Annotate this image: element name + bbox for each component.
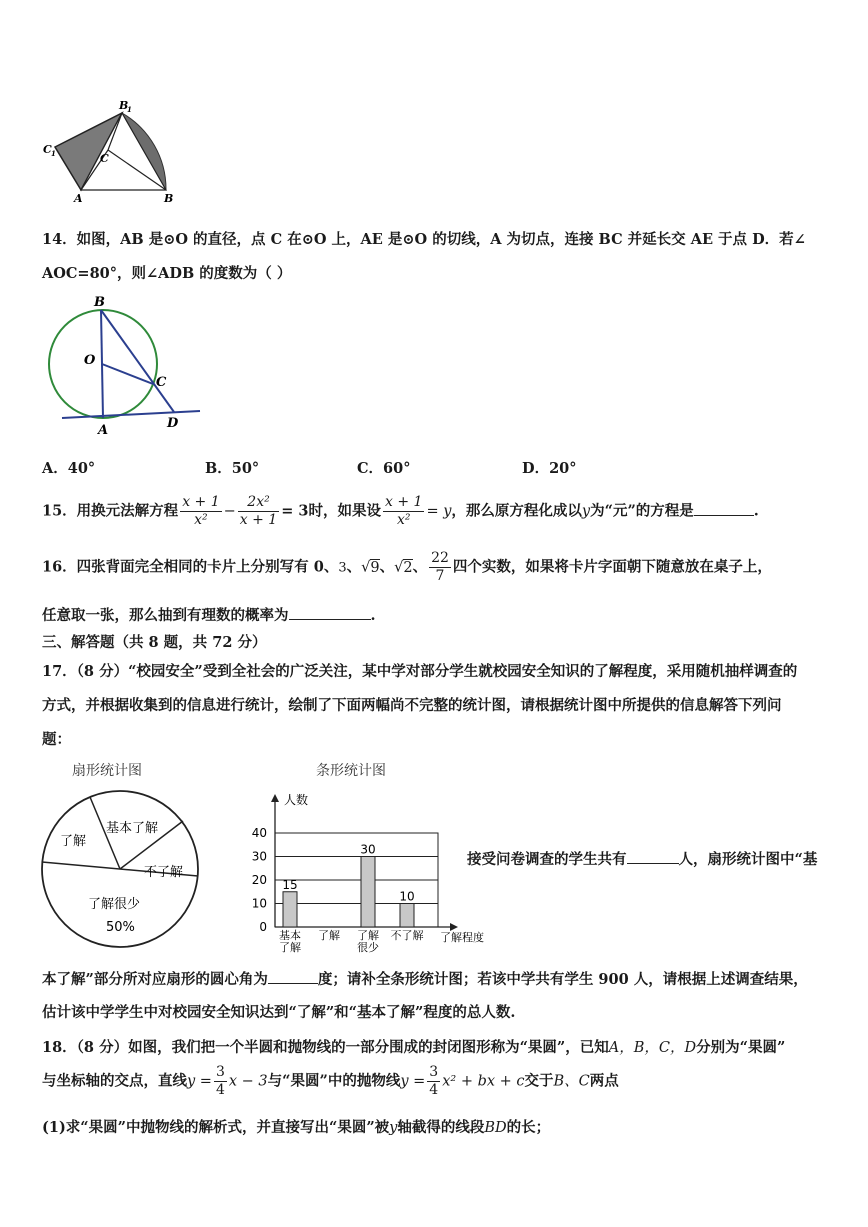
answer-blank[interactable] — [289, 605, 371, 620]
q17-line2: 方式，并根据收集到的信息进行统计，绘制了下面两幅尚不完整的统计图，请根据统计图中所提供的信息解答下列问 — [42, 697, 782, 714]
y-axis-arrow — [271, 794, 279, 802]
q14-option-b: B．50° — [205, 460, 260, 477]
pie-chart — [40, 782, 204, 954]
q14-line2: AOC=80°，则∠ADB 的度数为（ ） — [42, 265, 292, 282]
pie-chart-title: 扇形统计图 — [72, 763, 142, 779]
q15-line: 15．用换元法解方程 $\frac{x + 1}{\text{x²}}$ − $\frac{\text{2x²}}{x + 1}$ = 3时，如果设 $\frac{x + 1}{\text{x²}}$ = y，那么原方程化成以y为“元”的方程是 . — [42, 494, 759, 528]
bar — [361, 857, 375, 928]
x-tick-label: 基本 — [279, 929, 301, 942]
bar — [400, 904, 414, 928]
q17-side-text: 接受问卷调查的学生共有 人，扇形统计图中“基 — [467, 851, 818, 868]
pie-label-basic: 基本了解 — [106, 821, 159, 836]
q16-line1: 16．四张背面完全相同的卡片上分别写有 0、3、√9、√2、 $\frac{22}{7}$ 四个实数，如果将卡片字面朝下随意放在桌子上， — [42, 550, 772, 584]
q17-line4: 本了解”部分所对应扇形的圆心角为 度；请补全条形统计图；若该中学共有学生 900 人，请根据上述调查结果， — [42, 971, 808, 988]
q18-line3: (1)求“果圆”中抛物线的解析式，并直接写出“果圆”被y轴截得的线段BD的长； — [42, 1119, 551, 1136]
label-c1: C — [43, 143, 52, 156]
pie-label-understand: 了解 — [60, 834, 87, 849]
label-a: A — [98, 423, 109, 438]
label-b1: B — [119, 99, 129, 112]
x-tick-label: 不了解 — [390, 929, 424, 942]
y-axis-label: 人数 — [284, 793, 309, 807]
label-c1-sub: 1 — [51, 149, 56, 158]
pie-label-little: 了解很少 — [88, 897, 141, 912]
eq1-fraction: $\frac{3}{4}$ — [215, 1064, 225, 1098]
fraction-1: $\frac{x + 1}{\text{x²}}$ — [182, 494, 220, 528]
x-axis-title: 了解程度 — [440, 931, 484, 944]
y-tick-label: 30 — [251, 849, 267, 864]
q14-option-d: D．20° — [522, 460, 577, 477]
q14-option-c: C．60° — [357, 460, 411, 477]
sqrt-9: √9 — [361, 559, 380, 576]
label-c: C — [156, 375, 167, 390]
fraction-2: $\frac{\text{2x²}}{x + 1}$ — [239, 494, 278, 528]
pie-label-not: 不了解 — [144, 865, 184, 880]
sqrt-2: √2 — [394, 559, 413, 576]
label-b: B — [94, 295, 105, 310]
q15-eq-tail: = 3时，如果设 — [281, 502, 382, 520]
y-tick-label: 20 — [251, 873, 267, 887]
bar-chart-title: 条形统计图 — [316, 763, 386, 779]
q15-prefix: 15．用换元法解方程 — [42, 502, 179, 520]
bar-value-label: 30 — [360, 842, 376, 857]
q14-option-a: A．40° — [42, 460, 96, 477]
bar-value-label: 15 — [282, 877, 298, 892]
value-3: 3 — [338, 560, 347, 576]
label-b1-sub: 1 — [127, 105, 132, 114]
label-b: B — [164, 192, 174, 205]
figure-circle-tangent — [40, 292, 210, 437]
y-tick-label: 40 — [251, 826, 267, 840]
eq2-fraction: $\frac{3}{4}$ — [429, 1064, 439, 1098]
bar-value-label: 10 — [399, 889, 415, 904]
line-bd — [101, 310, 174, 412]
q17-line1: 17．（8 分）“校园安全”受到全社会的广泛关注，某中学对部分学生就校园安全知识的了解程度，采用随机抽样调查的 — [42, 663, 798, 680]
bar-chart — [244, 780, 484, 958]
q17-line3: 题： — [42, 731, 71, 748]
fraction-22-7: $\frac{22}{7}$ — [431, 550, 449, 584]
segment-oc — [102, 364, 153, 384]
pie-label-percent: 50% — [106, 920, 135, 935]
answer-blank-total[interactable] — [627, 849, 679, 864]
q16-line2: 任意取一张，那么抽到有理数的概率为 . — [42, 607, 376, 624]
q18-line2: 与坐标轴的交点，直线y = $\frac{3}{4}$ x − 3与“果圆”中的抛物线y = $\frac{3}{4}$ x² + bx + c交于B、C两点 — [42, 1064, 619, 1098]
x-tick-label: 很少 — [357, 941, 379, 954]
label-a: A — [74, 192, 83, 205]
q14-line1: 14．如图，AB 是⊙O 的直径，点 C 在⊙O 上，AE 是⊙O 的切线，A 为切点，连接 BC 并延长交 AE 于点 D．若∠ — [42, 231, 806, 248]
fraction-3: $\frac{x + 1}{\text{x²}}$ — [385, 494, 423, 528]
x-tick-label: 了解 — [279, 941, 301, 954]
label-c: C — [100, 152, 109, 165]
x-axis-arrow — [450, 923, 458, 931]
q17-line5: 估计该中学学生中对校园安全知识达到“了解”和“基本了解”程度的总人数. — [42, 1004, 516, 1021]
x-tick-label: 了解 — [318, 929, 340, 942]
label-o: O — [84, 353, 96, 368]
x-tick-label: 了解 — [357, 929, 379, 942]
answer-blank[interactable] — [694, 501, 754, 516]
figure-rotation — [38, 98, 178, 206]
section-heading: 三、解答题（共 8 题，共 72 分） — [42, 634, 267, 651]
y-tick-label: 10 — [251, 896, 267, 911]
label-d: D — [167, 416, 179, 431]
q18-line1: 18．（8 分）如图，我们把一个半圆和抛物线的一部分围成的封闭图形称为“果圆”，已知A，B，C，D分别为“果圆” — [42, 1039, 786, 1056]
y-tick-label: 0 — [259, 920, 267, 934]
answer-blank-angle[interactable] — [268, 969, 318, 984]
bar — [283, 892, 297, 927]
